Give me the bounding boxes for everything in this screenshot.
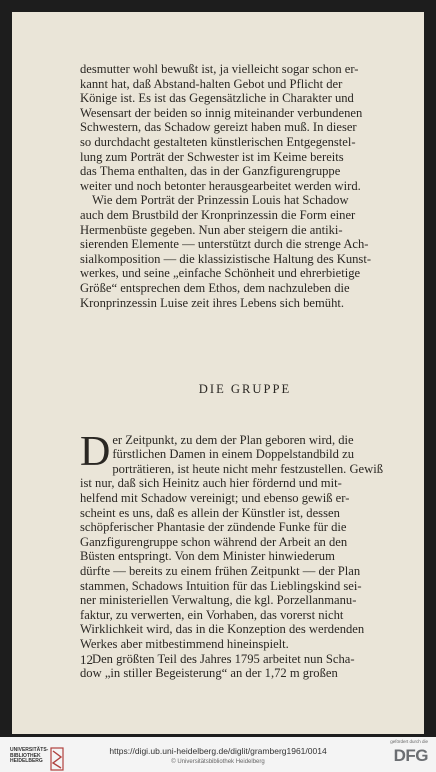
text-line: sierenden Elemente — unterstützt durch die strenge Ach- [80,237,369,252]
funded-by-label: gefördert durch die [390,739,428,744]
dfg-logo[interactable]: DFG [393,746,428,765]
text-line: Büsten entspringt. Von dem Minister hinwiederum [80,549,335,564]
text-line: lung zum Porträt der Schwester ist im Keime bereits [80,149,344,164]
text-line: Kronprinzessin Luise zeit ihres Lebens sich bemüht. [80,295,345,310]
paragraph-2 [80,193,410,310]
text-line: auch dem Brustbild der Kronprinzessin die Form einer [80,207,356,222]
copyright-notice: © Universitätsbibliothek Heidelberg [171,759,265,765]
section-heading: DIE GRUPPE [198,382,292,397]
text-line-dropcap: Der Zeitpunkt, zu dem der Plan geboren wird, die [80,428,354,475]
document-url-link[interactable]: https://digi.ub.uni-heidelberg.de/diglit/gramberg1961/0014 [109,746,327,756]
page-text [80,62,410,681]
text-line: dürfte — bereits zu einem frühen Zeitpunkt — der Plan [80,564,361,579]
text-line: Wirklichkeit wird, das in die Konzeption des werdenden [80,622,365,637]
text-line: faktur, zu verwerten, ein Vorhaben, das vorerst nicht [80,607,344,622]
text-line: Schwestern, das Schadow gereizt haben muß. In dieser [80,120,357,135]
text-line: Hermenbüste gegeben. Nun aber steigern die antiki- [80,222,343,237]
text-line: stammen, Schadows Intuition für das Lieblingskind sei- [80,578,362,593]
text-line: kannt hat, daß Abstand-halten Gebot und Pflicht der [80,76,343,91]
university-name-line: HEIDELBERG [10,758,43,764]
scanned-page [12,12,424,734]
paragraph-1 [80,62,410,193]
text-line: Wie dem Porträt der Prinzessin Louis hat Schadow [92,193,349,208]
text-line: ist nur, daß sich Heinitz auch hier fördernd und mit- [80,476,342,491]
text-line: sialkomposition — die klassizistische Haltung des Kunst- [80,251,372,266]
text-line: Größe“ entsprechen dem Ethos, dem nachzuleben die [80,280,350,295]
text-line: Den größten Teil des Jahres 1795 arbeitet nun Scha- [92,651,355,666]
text-line: schöpferischer Phantasie der zündende Funke für die [80,520,347,535]
text-line: weiter und noch betonter herausgearbeitet werden wird. [80,178,361,193]
text-line: Könige ist. Es ist das Gegensätzliche in Charakter und [80,91,354,106]
text-line: scheint es uns, daß es allein der Künstler ist, dessen [80,505,340,520]
text-line: dow „in stiller Begeisterung“ an der 1,72 m großen [80,666,338,681]
text-line: das Thema enthalten, das in der Ganzfigurengruppe [80,164,341,179]
university-name-line: BIBLIOTHEK [10,752,41,759]
text-line: Ganzfigurengruppe schon während der Arbeit an den [80,534,348,549]
text-line: fürstlichen Damen in einem Doppelstandbild zu [112,447,355,462]
paragraph-4 [80,652,410,681]
text-line: porträtieren, ist heute nicht mehr festzustellen. Gewiß [112,461,384,476]
text-line: so durchdacht gestalteten künstlerischen Entgegenstel- [80,134,356,149]
text-line: desmutter wohl bewußt ist, ja vielleicht sogar schon er- [80,62,359,76]
text-line: Werkes aber mitbestimmend hineinspielt. [80,637,289,651]
viewer-footer [0,737,436,772]
text-line: werkes, und seine „einfache Schönheit und ehrerbietige [80,266,361,281]
paragraph-3 [80,428,410,652]
text-line: ner ministeriellen Verwaltung, die kgl. Porzellanmanu- [80,593,357,608]
text-line: helfend mit Schadow vereinigt; und ebenso gewiß er- [80,491,350,506]
page-number: 12 [80,652,93,667]
university-name-line: UNIVERSITÄTS- [10,747,49,753]
text-line: Wesensart der beiden so innig miteinander verbundenen [80,105,363,120]
